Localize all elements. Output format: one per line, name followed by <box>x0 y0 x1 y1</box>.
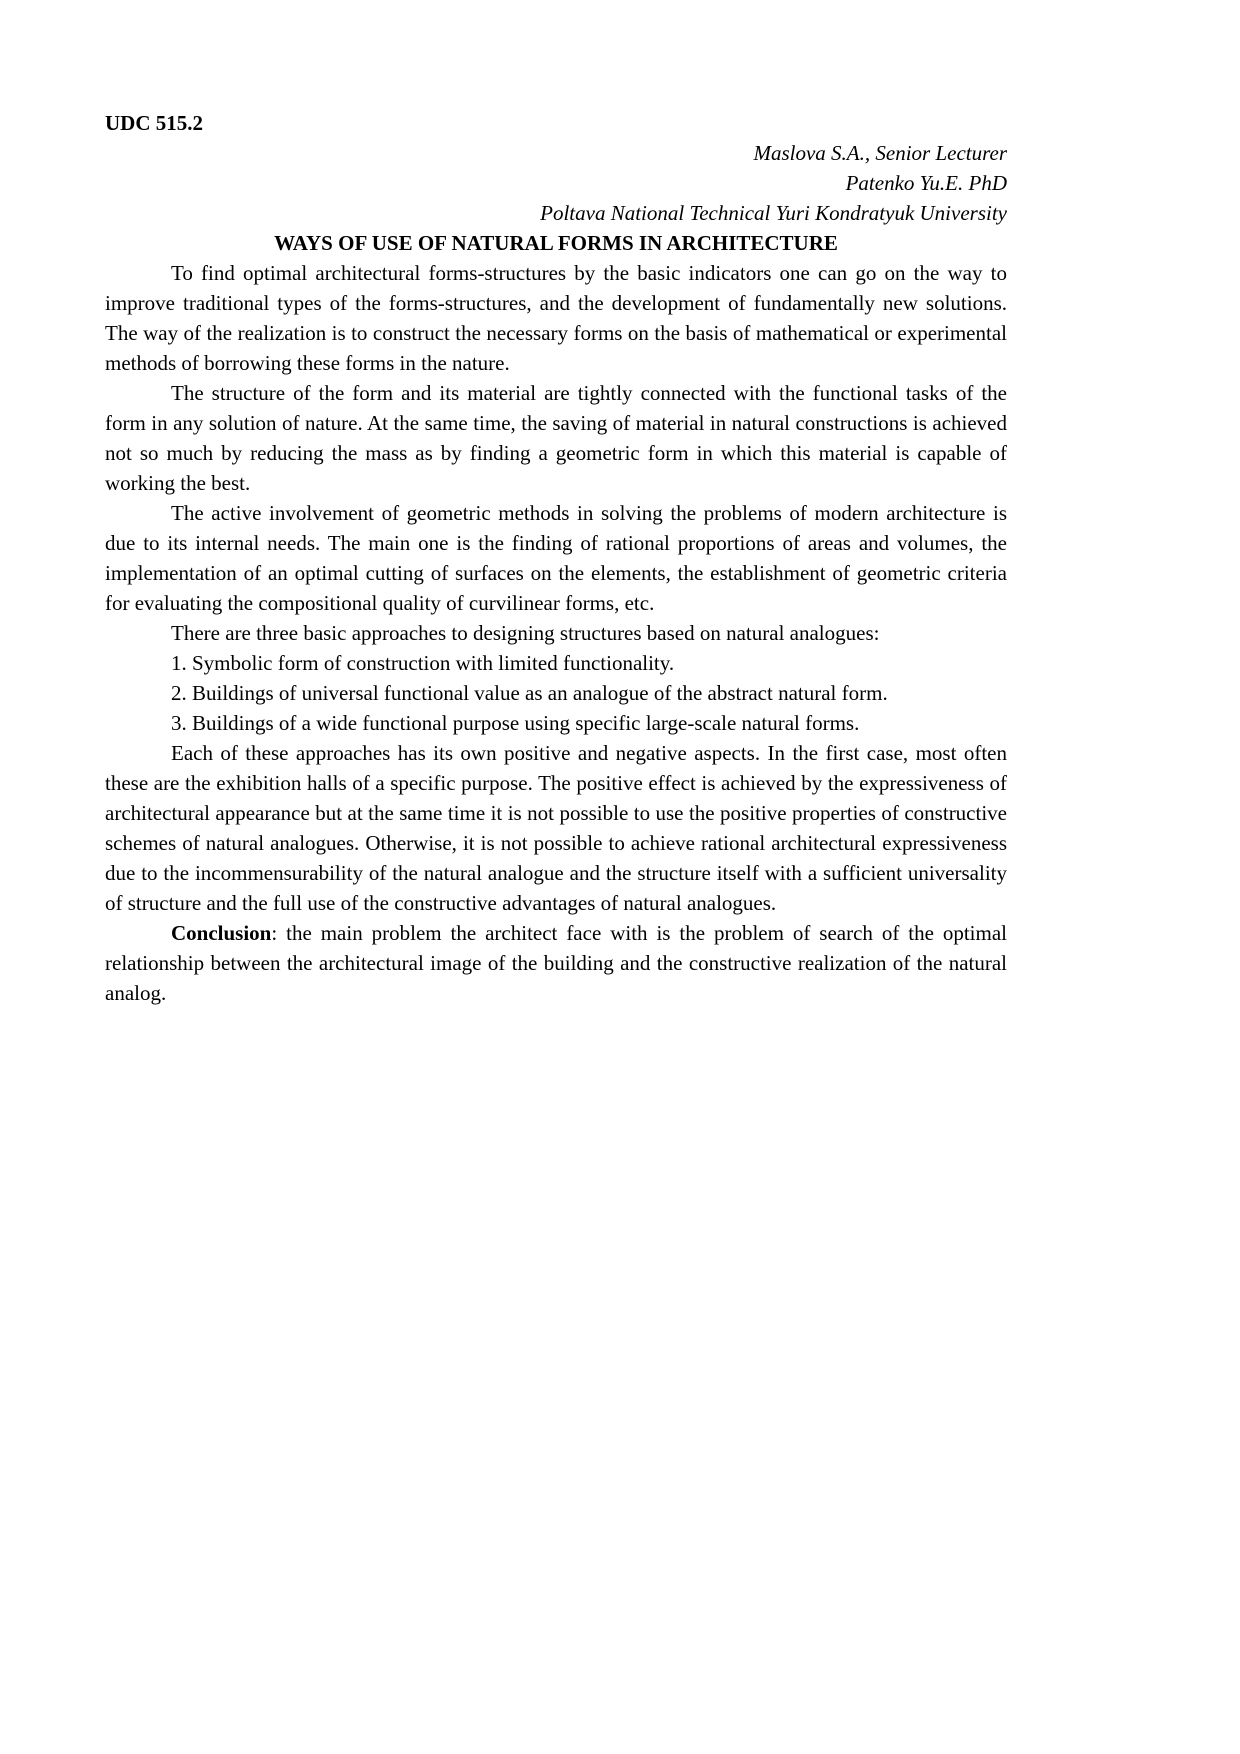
list-item-3: 3. Buildings of a wide functional purpose using specific large-scale natural forms. <box>171 711 860 735</box>
paragraph-2: The structure of the form and its material are tightly connected with the functional tasks of the form in any solution of nature. At the same time, the saving of material in natural constructions is achieved not so much by reducing the mass as by finding a geometric form in which this material is capable of working the best. <box>105 381 1007 495</box>
byline-block <box>105 138 1007 228</box>
paragraph-5: Each of these approaches has its own positive and negative aspects. In the first case, most often these are the exhibition halls of a specific purpose. The positive effect is achieved by the expressiveness of architectural appearance but at the same time it is not possible to use the positive properties of constructive schemes of natural analogues. Otherwise, it is not possible to achieve rational architectural expressiveness due to the incommensurability of the natural analogue and the structure itself with a sufficient universality of structure and the full use of the constructive advantages of natural analogues. <box>105 741 1007 915</box>
udc-number: UDC 515.2 <box>105 111 203 135</box>
paragraph-1: To find optimal architectural forms-structures by the basic indicators one can go on the way to improve traditional types of the forms-structures, and the development of fundamentally new solutions. The way of the realization is to construct the necessary forms on the basis of mathematical or experimental methods of borrowing these forms in the nature. <box>105 261 1007 375</box>
conclusion-text: : the main problem the architect face with is the problem of search of the optimal relationship between the architectural image of the building and the constructive realization of the natural analog. <box>105 921 1007 1005</box>
paragraph-3: The active involvement of geometric methods in solving the problems of modern architecture is due to its internal needs. The main one is the finding of rational proportions of areas and volumes, the implementation of an optimal cutting of surfaces on the elements, the establishment of geometric criteria for evaluating the compositional quality of curvilinear forms, etc. <box>105 501 1007 615</box>
affiliation-line: Poltava National Technical Yuri Kondratyuk University <box>540 201 1007 225</box>
conclusion-label: Conclusion <box>171 921 272 945</box>
paragraph-4: There are three basic approaches to designing structures based on natural analogues: <box>171 621 880 645</box>
list-item-2: 2. Buildings of universal functional value as an analogue of the abstract natural form. <box>171 681 888 705</box>
author-line-2: Patenko Yu.E. PhD <box>845 171 1007 195</box>
list-item-1: 1. Symbolic form of construction with limited functionality. <box>171 651 675 675</box>
conclusion-paragraph <box>105 918 1007 1008</box>
paper-title: WAYS OF USE OF NATURAL FORMS IN ARCHITECTURE <box>274 231 838 255</box>
author-line-1: Maslova S.A., Senior Lecturer <box>753 141 1007 165</box>
